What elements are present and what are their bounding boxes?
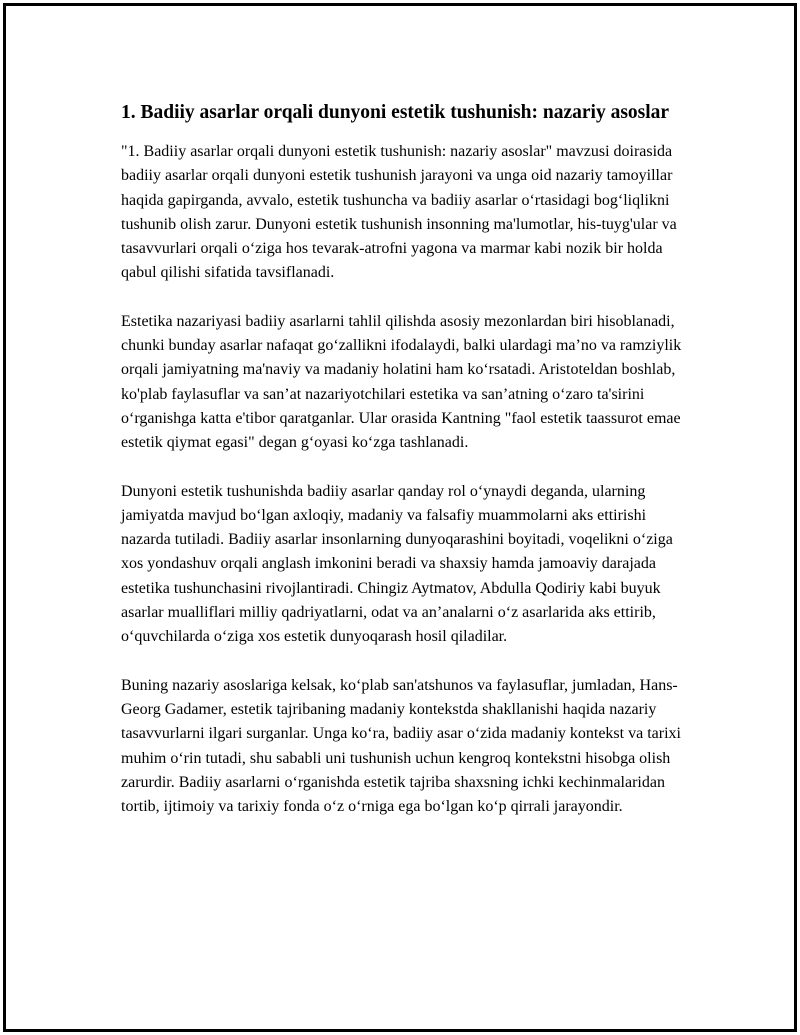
- document-body: [121, 99, 696, 843]
- paragraph-4: Buning nazariy asoslariga kelsak, koʻplab san'atshunos va faylasuflar, jumladan, Hans-Georg Gadamer, estetik tajribaning madaniy kontekstda shakllanishi haqida nazariy tasavvurlarni ilgari surganlar. Unga koʻra, badiiy asar oʻzida madaniy kontekst va tarixi muhim oʻrin tutadi, shu sababli uni tushunish uchun kengroq kontekstni hisobga olish zarurdir. Badiiy asarlarni oʻrganishda estetik tajriba shaxsning ichki kechinmalaridan tortib, ijtimoiy va tarixiy fonda oʻz oʻrniga ega boʻlgan koʻp qirrali jarayondir.: [121, 676, 681, 816]
- page-frame: [3, 3, 797, 1032]
- paragraph-1: "1. Badiiy asarlar orqali dunyoni estetik tushunish: nazariy asoslar" mavzusi doirasida badiiy asarlar orqali dunyoni estetik tushunish jarayoni va unga oid nazariy tamoyillar haqida gapirganda, avvalo, estetik tushuncha va badiiy asarlar oʻrtasidagi bogʻliqlikni tushunib olish zarur. Dunyoni estetik tushunish insonning ma'lumotlar, his-tuyg'ular va tasavvurlari orqali oʻziga hos tevarak-atrofni yagona va marmar kabi nozik bir holda qabul qilishi sifatida tavsiflanadi.: [121, 143, 677, 282]
- document-title: 1. Badiiy asarlar orqali dunyoni estetik tushunish: nazariy asoslar: [121, 102, 670, 123]
- paragraph-3: Dunyoni estetik tushunishda badiiy asarlar qanday rol oʻynaydi deganda, ularning jamiyatda mavjud boʻlgan axloqiy, madaniy va falsafiy muammolarni aks ettirishi nazarda tutiladi. Badiiy asarlar insonlarning dunyoqarashini boyitadi, voqelikni oʻziga xos yondashuv orqali anglash imkonini beradi va shaxsiy hamda jamoaviy darajada estetika tushunchasini rivojlantiradi. Chingiz Aytmatov, Abdulla Qodiriy kabi buyuk asarlar mualliflari milliy qadriyatlarni, odat va an’analarni oʻz asarlarida aks ettirib, oʻquvchilarda oʻziga xos estetik dunyoqarash hosil qiladilar.: [121, 482, 673, 646]
- paragraph-2: Estetika nazariyasi badiiy asarlarni tahlil qilishda asosiy mezonlardan biri hisoblanadi, chunki bunday asarlar nafaqat goʻzallikni ifodalaydi, balki ulardagi ma’no va ramziylik orqali jamiyatning ma'naviy va madaniy holatini ham koʻrsatadi. Aristoteldan boshlab, ko'plab faylasuflar va san’at nazariyotchilari estetika va san’atning oʻzaro ta'sirini oʻrganishga katta e'tibor qaratganlar. Ular orasida Kantning "faol estetik taassurot emae estetik qiymat egasi" degan gʻoyasi koʻzga tashlanadi.: [121, 312, 682, 452]
